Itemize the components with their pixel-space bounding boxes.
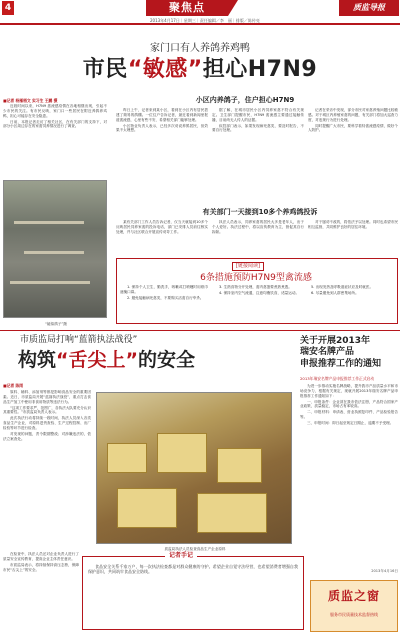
paragraph: 为进一步推动实施名牌战略，提升我市产品质量水平和市场竞争力，根据有关规定，现就开展2013年瑞安名牌产品申报推荐工作通知如下： (300, 384, 398, 398)
photo-element (117, 488, 177, 528)
paragraph: 对发现的问题，责令限期整改；对涉嫌违法的，依法立案查处。 (3, 431, 91, 441)
story2-headline (18, 348, 195, 374)
story3-headline-line3: 申报推荐工作的通知 (300, 358, 382, 369)
story2-byline: ■记者 陈雨 (3, 383, 24, 388)
story3-headline-line2: 瑞安名牌产品 (300, 347, 355, 358)
photo-element (197, 493, 267, 533)
photo-element (157, 433, 207, 473)
date-line: 2013年4月17日｜星期三｜责任编辑／李 丽｜排版／陈传亮 (150, 18, 260, 23)
story1-kicker: 家门口有人养鸽养鸡鸭 (150, 43, 250, 54)
paragraph: 对于屡劝不改的，将依法予以处理。同时也希望市民相互监督，共同维护良好的居住环境。 (308, 220, 398, 229)
paragraph: 市质监局表示，将持续保持高压态势，保障市民“舌尖上”的安全。 (3, 562, 79, 572)
story3-date: 2013年4月16日 (371, 569, 398, 573)
paragraph: 2. 避免接触病死禽类，不要购买活禽自行宰杀。 (127, 295, 204, 300)
header-rule (0, 23, 400, 25)
paragraph: 4. 保持室内空气流通，注意均衡饮食，适量运动。 (219, 290, 300, 295)
paragraph: 日前，本报记者走访了相关社区，在有关部门的支持下，对部分小区周边存在的家禽饲养情况进行了调查。 (3, 119, 107, 129)
story1-col2 (116, 108, 208, 208)
story1-photo-caption: “疑似鸽子”摄 (45, 322, 67, 327)
paragraph: 一、申报条件：企业须在我市依法注册，产品符合国家产业政策，质量稳定，市场占有率较高。 (300, 399, 398, 409)
story2-headline-quote: “舌尖上” (56, 349, 138, 371)
story1-col4 (308, 108, 398, 208)
paragraph: 同时提醒广大市民，要科学看待禽流感疫情，做好个人防护。 (308, 123, 398, 133)
story2-headline-post: 的安全 (138, 349, 196, 371)
story1-headline-quote: “敏感” (127, 57, 203, 82)
photo-element (14, 221, 84, 224)
story2-col3 (3, 552, 79, 632)
paragraph: 二、申报材料：申请表、营业执照复印件、产品检验报告等。 (300, 410, 398, 420)
story2-photo (96, 392, 292, 552)
story2-headline-pre: 构筑 (18, 349, 57, 371)
photo-element (24, 251, 84, 254)
story1-col1 (3, 104, 107, 176)
sidebar-box-label: [链接阅读] (232, 262, 264, 271)
story3-subtitle: 2013年瑞安名牌产品申报推荐工作正式启动 (300, 376, 375, 381)
paragraph: 近段时间以来，H7N9 禽流感疫情在各地相继出现，引起不少市民的关注。有市民反映，家门口一些居民在附近养鸽养鸡鸭，担心可能存在安全隐患。 (3, 104, 107, 118)
story2-col1 (3, 390, 91, 550)
paragraph: 执法人员表示，饲养家禽的居民大多是老年人，出于个人爱好。执法过程中，将以宣传教育为主，督促其自行拆除。 (212, 220, 304, 234)
page-number: 4 (2, 1, 14, 15)
sidebar-box-col2 (212, 285, 300, 321)
paragraph: 疾控部门表示，如果发现病死禽类，要及时报告，不要自行处理。 (212, 123, 304, 133)
photo-element (107, 443, 147, 473)
section-divider (0, 330, 400, 331)
sidebar-box-headline: 6条措施预防H7N9型禽流感 (200, 273, 312, 283)
story1-subhead-a: 小区内养鸽子，住户担心H7N9 (195, 96, 295, 104)
sidebar-box-col3 (304, 285, 394, 321)
story3-body (300, 384, 398, 566)
section-tag: 聚焦点 (146, 0, 228, 16)
paragraph: 6. 尽量避免到人群密集场所。 (311, 290, 359, 295)
story3-headline-line1: 关于开展2013年 (300, 336, 371, 346)
advert-title: 质监之窗 (327, 589, 380, 603)
story3-headline (300, 336, 398, 370)
paragraph: 3. 生熟食物分开处理，禽肉禽蛋要煮熟煮透。 (219, 285, 292, 289)
commentary-title: 记者手记 (165, 552, 197, 560)
story1-col7 (308, 220, 398, 254)
sidebar-box-col1 (120, 285, 208, 321)
paragraph: “这项工作要求严，范围广，各执法大队要充分认识其重要性。”市质监局负责人表示。 (3, 405, 91, 415)
paragraph: 1. 保持个人卫生，勤洗手，咳嗽或打喷嚏时用纸巾遮掩口鼻。 (120, 285, 208, 294)
story2-kicker: 市质监局打响“蓝箭执法战役” (20, 335, 138, 345)
paragraph: 三、申报时间：即日起至规定日期止，逾期不予受理。 (307, 420, 394, 425)
story1-headline (0, 55, 400, 85)
story1-col6 (212, 220, 304, 254)
advert-subtitle: 服务市民质量技术监督热线 (330, 612, 378, 617)
paragraph: 昨日上午，记者来到某小区，看到在小区内有居民搭建了简易的鸽棚。一位住户告诉记者，最近看到新闻里报道禽流感，心里有些不安，希望相关部门能够处理。 (116, 108, 208, 122)
story1-subhead-b: 有关部门一天接到10多个养鸡鸽投诉 (202, 208, 318, 216)
paragraph: 在检查中，执法人员还对企业负责人进行了质量安全宣传教育，提高企业主体责任意识。 (3, 552, 79, 561)
paragraph: 食品安全关系千家万户，每一次执法检查都是对群众健康的守护。希望企业自觉守法经营，也希望消费者增强自我保护意识，共同筑牢食品安全防线。 (88, 564, 298, 575)
story1-headline-pre: 市民 (82, 57, 128, 82)
paragraph: 记者在采访中发现，部分市民对家禽养殖问题比较敏感。对于城区内养殖家禽的问题，有关部门将加大巡查力度，对违规行为进行处理。 (308, 108, 398, 122)
story1-photo (3, 180, 107, 327)
story1-col5 (116, 220, 208, 254)
photo-element (10, 281, 90, 284)
story2-photo-caption: 质监局执法人员检查食品生产企业原料 (164, 547, 226, 552)
paragraph: 原料、辅料、添加剂等都是影响食品安全的重要因素。近日，市质监局开展“蓝箭执法战役”，重点打击食品生产加工中使用非食用物质等违法行为。 (3, 390, 91, 404)
masthead-logo: 质监导报 (339, 0, 399, 16)
paragraph: 5. 出现发热及呼吸道症状应及时就医。 (311, 285, 374, 289)
story1-headline-post: 担心H7N9 (202, 57, 318, 82)
paragraph: 据了解，在城市居民小区内饲养家禽不符合有关规定。卫生部门提醒市民，H7N9 禽流感主要通过接触传播，目前尚无人传人的证据。 (212, 108, 304, 122)
paragraph: 此次执法行动将持续一段时间，执法人员深入各类食品生产企业，对原料进货查验、生产过程控制、出厂检验等环节进行检查。 (3, 416, 91, 430)
paragraph: 某有关部门工作人员告诉记者，仅当天就接到10多个反映居民饲养家禽的投诉电话，部门已安排人员前往核实处理，并与社区联合开展宣传劝导工作。 (116, 220, 208, 234)
story1-byline: ■记者 杨雁梧文 实习生 王鹏 摄 (3, 98, 58, 103)
photo-element (217, 448, 262, 483)
commentary-text (88, 564, 298, 626)
story1-col3 (212, 108, 304, 208)
paragraph: 小区物业负责人表示，已经多次劝说养鸽居民，但效果不太理想。 (116, 123, 208, 133)
